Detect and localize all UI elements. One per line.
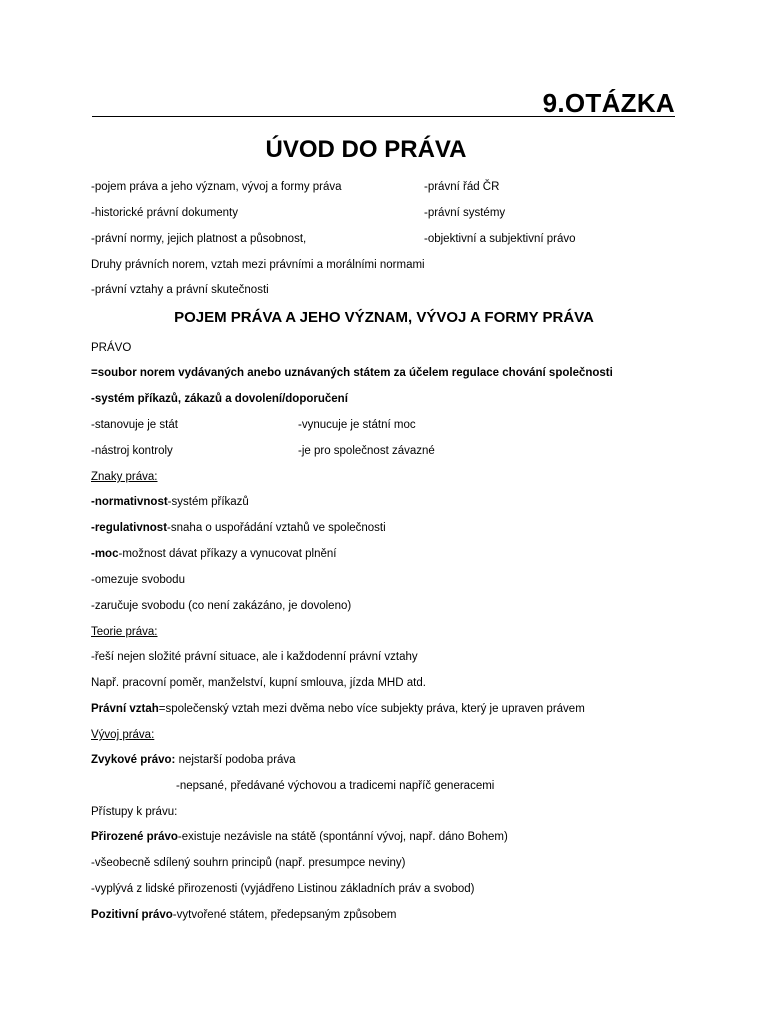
pristupy-heading: Přístupy k právu: <box>91 806 178 818</box>
pair-left-2: -nástroj kontroly <box>91 445 173 457</box>
system-text: -systém příkazů, zákazů a dovolení/doporučení <box>91 393 348 405</box>
znaky-item-3 <box>91 547 336 561</box>
prirozene-desc: -existuje nezávisle na státě (spontánní vývoj, např. dáno Bohem) <box>177 831 508 843</box>
teorie-line-1: -řeší nejen složité právní situace, ale i každodenní právní vztahy <box>91 651 418 663</box>
pravni-vztah <box>91 702 585 716</box>
topic-left-1: -pojem práva a jeho význam, vývoj a formy práva <box>91 181 342 193</box>
prirozene-line-b: -vyplývá z lidské přirozenosti (vyjádřeno Listinou základních práv a svobod) <box>91 883 475 895</box>
znaky-item-2 <box>91 521 386 535</box>
pravo-label: PRÁVO <box>91 342 132 354</box>
znaky-desc: -možnost dávat příkazy a vynucovat plnění <box>118 548 337 560</box>
pravni-vztah-desc: =společenský vztah mezi dvěma nebo více subjekty práva, který je upraven právem <box>158 703 585 715</box>
prirozene-line-a: -všeobecně sdílený souhrn principů (např. presumpce neviny) <box>91 857 406 869</box>
definition-text: =soubor norem vydávaných anebo uznávaných státem za účelem regulace chování společnosti <box>91 367 613 379</box>
prirozene-pravo <box>91 830 508 844</box>
pair-right-2: -je pro společnost závazné <box>298 445 435 457</box>
topic-left-3: -právní normy, jejich platnost a působnost, <box>91 233 307 245</box>
zvykove-line-2: -nepsané, předávané výchovou a tradicemi napříč generacemi <box>176 780 495 792</box>
topic-right-2: -právní systémy <box>424 207 506 219</box>
topic-right-3: -objektivní a subjektivní právo <box>424 233 576 245</box>
topic-left-5: -právní vztahy a právní skutečnosti <box>91 284 269 296</box>
znaky-heading: Znaky práva: <box>91 471 158 483</box>
znaky-desc: -snaha o uspořádání vztahů ve společnosti <box>167 522 386 534</box>
vyvoj-heading: Vývoj práva: <box>91 729 155 741</box>
zvykove-term: Zvykové právo: <box>91 754 176 766</box>
section-heading: POJEM PRÁVA A JEHO VÝZNAM, VÝVOJ A FORMY PRÁVA <box>174 309 594 326</box>
pravni-vztah-term: Právní vztah <box>91 703 159 715</box>
znaky-desc: -systém příkazů <box>167 496 249 508</box>
znaky-item-5 <box>91 599 351 613</box>
topic-right-1: -právní řád ČR <box>424 181 500 193</box>
teorie-line-2: Např. pracovní poměr, manželství, kupní smlouva, jízda MHD atd. <box>91 677 426 689</box>
znaky-desc: -omezuje svobodu <box>91 574 185 586</box>
pair-right-1: -vynucuje je státní moc <box>298 419 416 431</box>
teorie-heading: Teorie práva: <box>91 626 158 638</box>
prirozene-term: Přirozené právo <box>91 831 178 843</box>
znaky-term: -moc <box>91 548 119 560</box>
znaky-term: -normativnost <box>91 496 168 508</box>
znaky-item-1 <box>91 495 249 509</box>
znaky-term: -regulativnost <box>91 522 168 534</box>
znaky-item-4 <box>91 573 185 587</box>
pair-left-1: -stanovuje je stát <box>91 419 178 431</box>
znaky-desc: -zaručuje svobodu (co není zakázáno, je dovoleno) <box>91 600 352 612</box>
pozitivni-desc: -vytvořené státem, předepsaným způsobem <box>172 909 397 921</box>
zvykove-desc: nejstarší podoba práva <box>175 754 296 766</box>
pozitivni-term: Pozitivní právo <box>91 909 173 921</box>
page-title: ÚVOD DO PRÁVA <box>265 136 467 163</box>
topic-left-4: Druhy právních norem, vztah mezi právními a morálními normami <box>91 259 425 271</box>
pozitivni-pravo <box>91 908 397 922</box>
zvykove-pravo <box>91 753 296 767</box>
topic-left-2: -historické právní dokumenty <box>91 207 239 219</box>
question-number: 9.OTÁZKA <box>542 88 675 118</box>
